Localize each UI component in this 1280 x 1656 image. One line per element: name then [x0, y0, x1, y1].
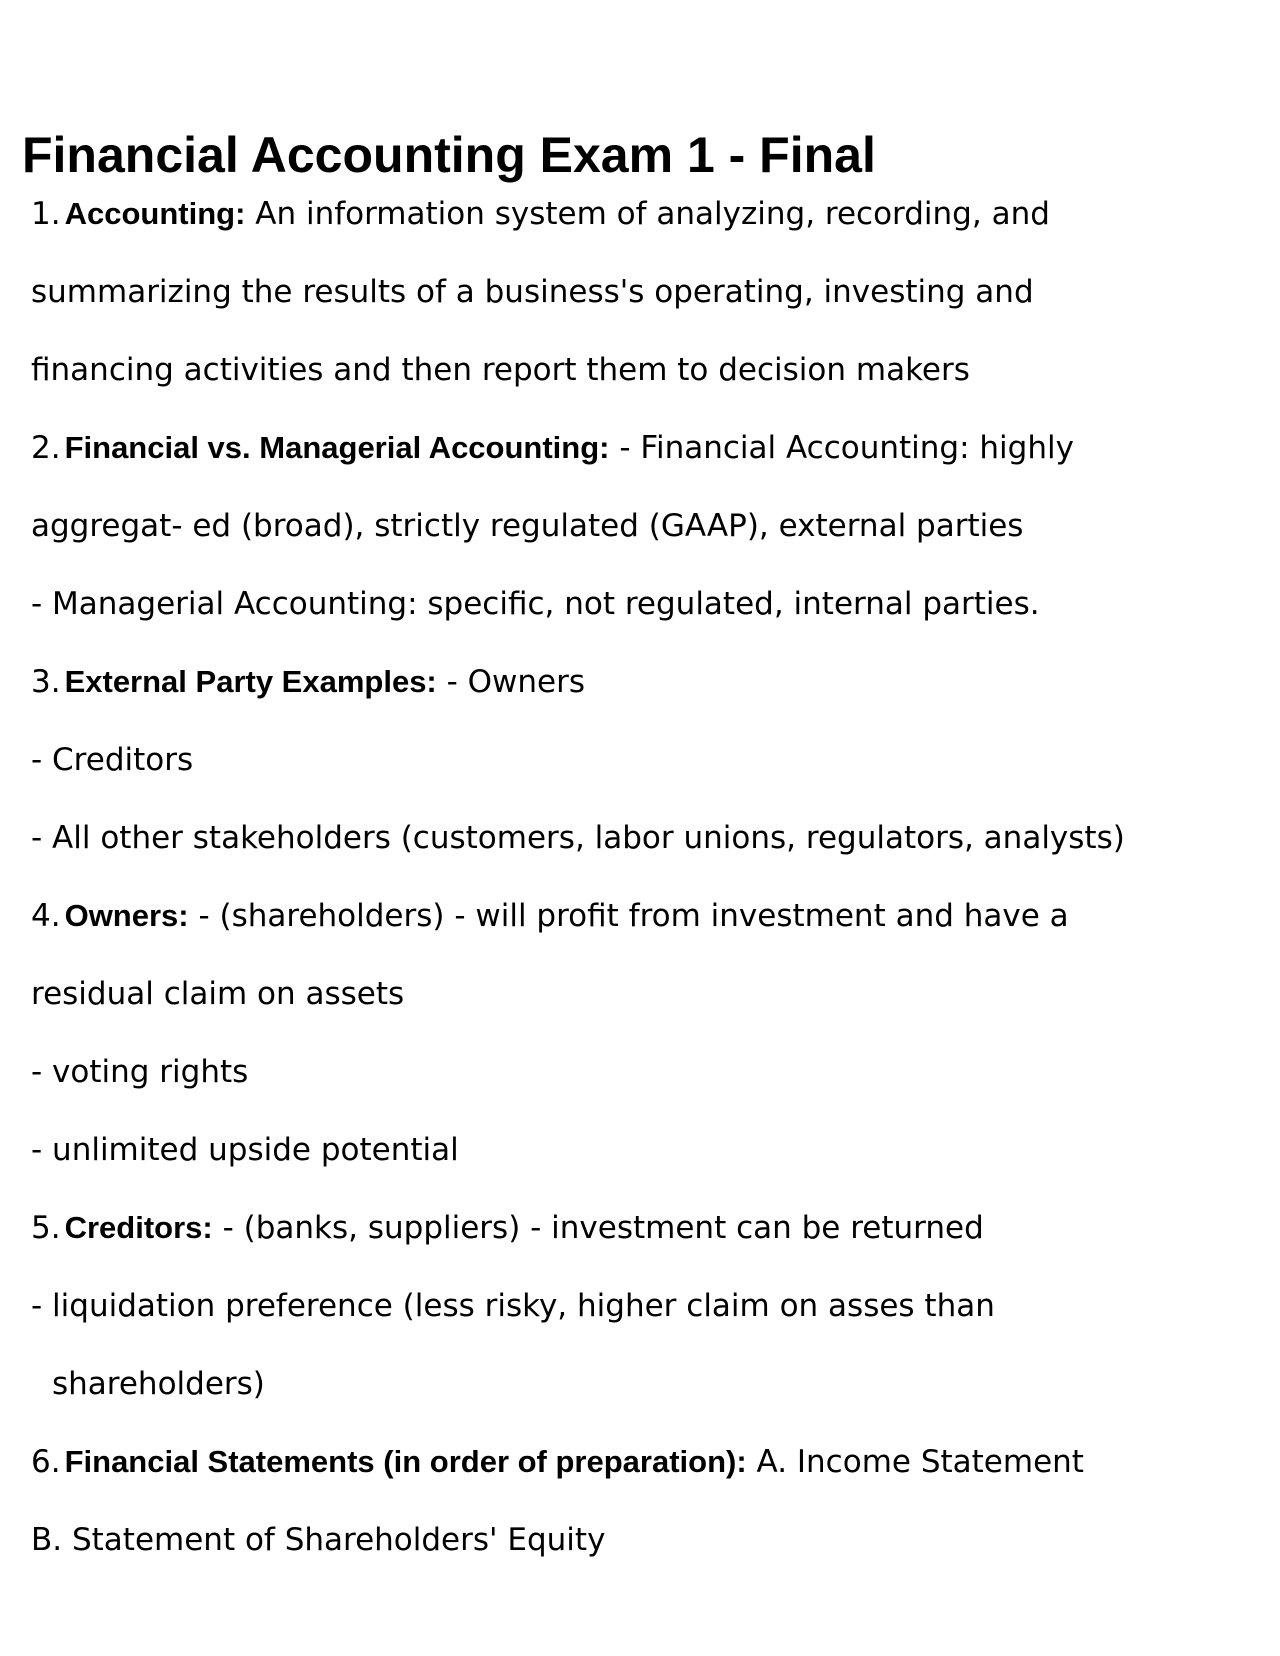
item-3-line-2: - Creditors: [31, 742, 194, 778]
item-term: External Party Examples:: [64, 664, 437, 699]
item-text: An information system of analyzing, recording, and: [245, 196, 1050, 232]
item-3-line-3: - All other stakeholders (customers, labor unions, regulators, analysts): [31, 820, 1125, 856]
item-term: Financial vs. Managerial Accounting:: [64, 430, 610, 465]
item-number: 3.: [31, 664, 61, 700]
item-text: - (shareholders) - will profit from investment and have a: [188, 898, 1069, 934]
item-text: - (banks, suppliers) - investment can be returned: [212, 1210, 984, 1246]
item-2-line-2: aggregat- ed (broad), strictly regulated (GAAP), external parties: [31, 508, 1024, 544]
item-number: 2.: [31, 430, 61, 466]
item-3-line-1: [31, 643, 1251, 721]
item-6-line-2: B. Statement of Shareholders' Equity: [31, 1522, 606, 1558]
item-term: Creditors:: [64, 1210, 213, 1245]
item-term: Accounting:: [64, 196, 246, 231]
item-2-line-1: [31, 409, 1251, 487]
item-number: 1.: [31, 196, 61, 232]
item-term: Owners:: [64, 898, 189, 933]
item-1-line-1: [31, 175, 1251, 253]
item-4-line-3: - voting rights: [31, 1054, 249, 1090]
item-6-line-1: [31, 1423, 1251, 1501]
item-number: 5.: [31, 1210, 61, 1246]
item-number: 6.: [31, 1444, 61, 1480]
item-5-line-3: shareholders): [52, 1366, 265, 1402]
item-text: - Owners: [436, 664, 586, 700]
item-term: Financial Statements (in order of preparation):: [64, 1444, 747, 1479]
item-2-line-3: - Managerial Accounting: specific, not regulated, internal parties.: [31, 586, 1040, 622]
document-body: [31, 175, 1251, 1579]
item-text: A. Income Statement: [746, 1444, 1084, 1480]
item-1-line-2: summarizing the results of a business's operating, investing and: [31, 274, 1034, 310]
item-4-line-1: [31, 877, 1251, 955]
item-5-line-1: [31, 1189, 1251, 1267]
item-number: 4.: [31, 898, 61, 934]
item-text: - Financial Accounting: highly: [609, 430, 1074, 466]
item-5-line-2: - liquidation preference (less risky, higher claim on asses than: [31, 1288, 995, 1324]
item-1-line-3: financing activities and then report them to decision makers: [31, 352, 970, 388]
document-title: Financial Accounting Exam 1 - Final: [22, 127, 876, 183]
item-4-line-4: - unlimited upside potential: [31, 1132, 459, 1168]
item-4-line-2: residual claim on assets: [31, 976, 405, 1012]
